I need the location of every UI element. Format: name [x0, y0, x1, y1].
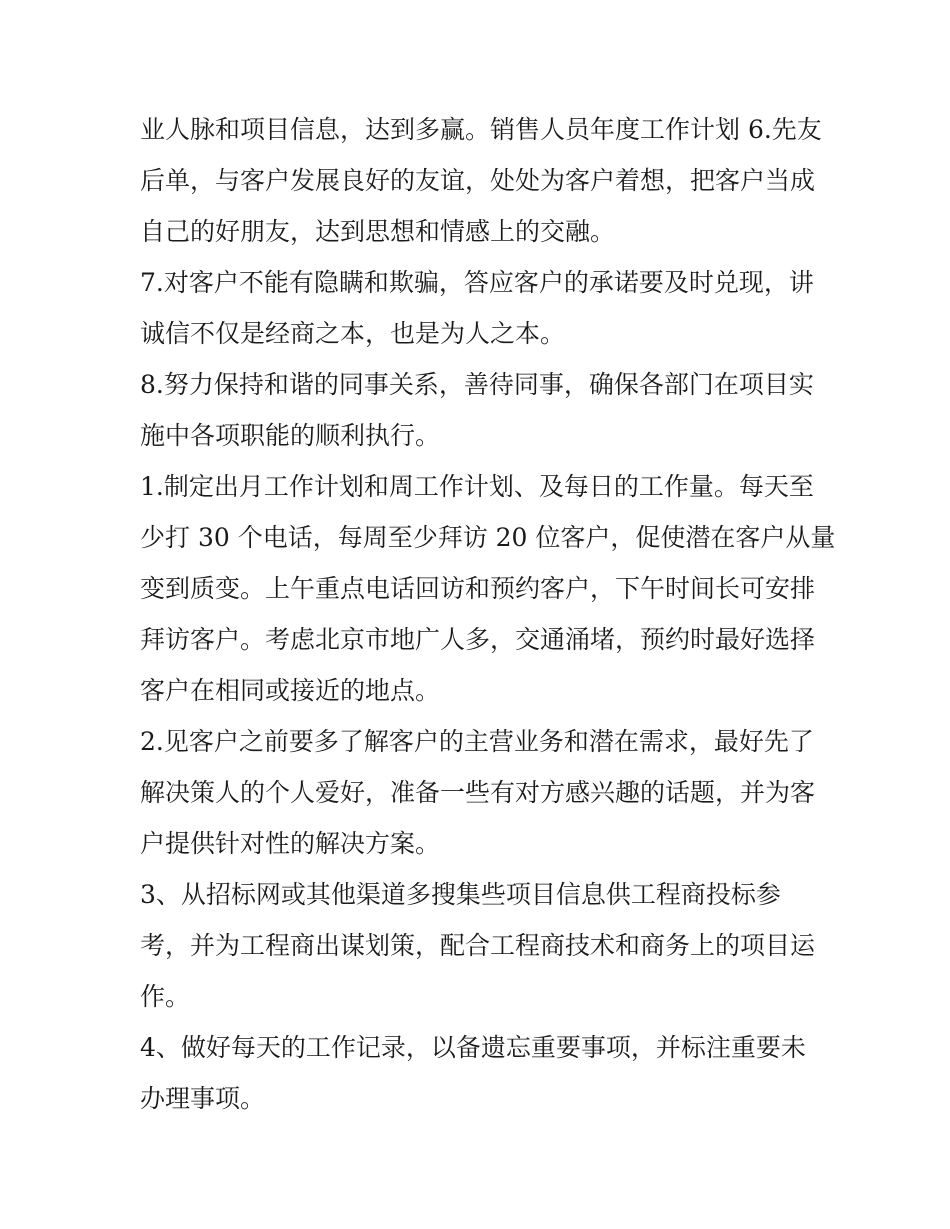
- text-line: 自己的好朋友，达到思想和情感上的交融。: [140, 217, 616, 246]
- text-line: 变到质变。上午重点电话回访和预约客户，下午时间长可安排: [140, 574, 816, 603]
- text-line: 考，并为工程商出谋划策，配合工程商技术和商务上的项目运: [140, 931, 816, 960]
- text-line: 后单，与客户发展良好的友谊，处处为客户着想，把客户当成: [140, 166, 816, 195]
- text-line: 8.努力保持和谐的同事关系，善待同事，确保各部门在项目实: [140, 370, 814, 399]
- text-line: 户提供针对性的解决方案。: [140, 829, 441, 858]
- text-line: 业人脉和项目信息，达到多赢。销售人员年度工作计划 6.先友: [140, 115, 822, 144]
- text-line: 3、从招标网或其他渠道多搜集些项目信息供工程商投标参: [140, 880, 781, 909]
- text-line: 4、做好每天的工作记录，以备遗忘重要事项，并标注重要未: [140, 1033, 806, 1062]
- text-line: 施中各项职能的顺利执行。: [140, 421, 441, 450]
- text-line: 拜访客户。考虑北京市地广人多，交通涌堵，预约时最好选择: [140, 625, 816, 654]
- text-line: 客户在相同或接近的地点。: [140, 676, 441, 705]
- text-line: 2.见客户之前要多了解客户的主营业务和潜在需求，最好先了: [140, 727, 814, 756]
- text-line: 诚信不仅是经商之本，也是为人之本。: [140, 319, 566, 348]
- text-line: 作。: [140, 982, 191, 1011]
- text-line: 1.制定出月工作计划和周工作计划、及每日的工作量。每天至: [140, 472, 814, 501]
- text-line: 解决策人的个人爱好，准备一些有对方感兴趣的话题，并为客: [140, 778, 816, 807]
- text-line: 少打 30 个电话，每周至少拜访 20 位客户，促使潜在客户从量: [140, 523, 836, 552]
- text-line: 7.对客户不能有隐瞒和欺骗，答应客户的承诺要及时兑现，讲: [140, 268, 814, 297]
- document-body: [140, 104, 836, 1124]
- text-line: 办理事项。: [140, 1084, 266, 1113]
